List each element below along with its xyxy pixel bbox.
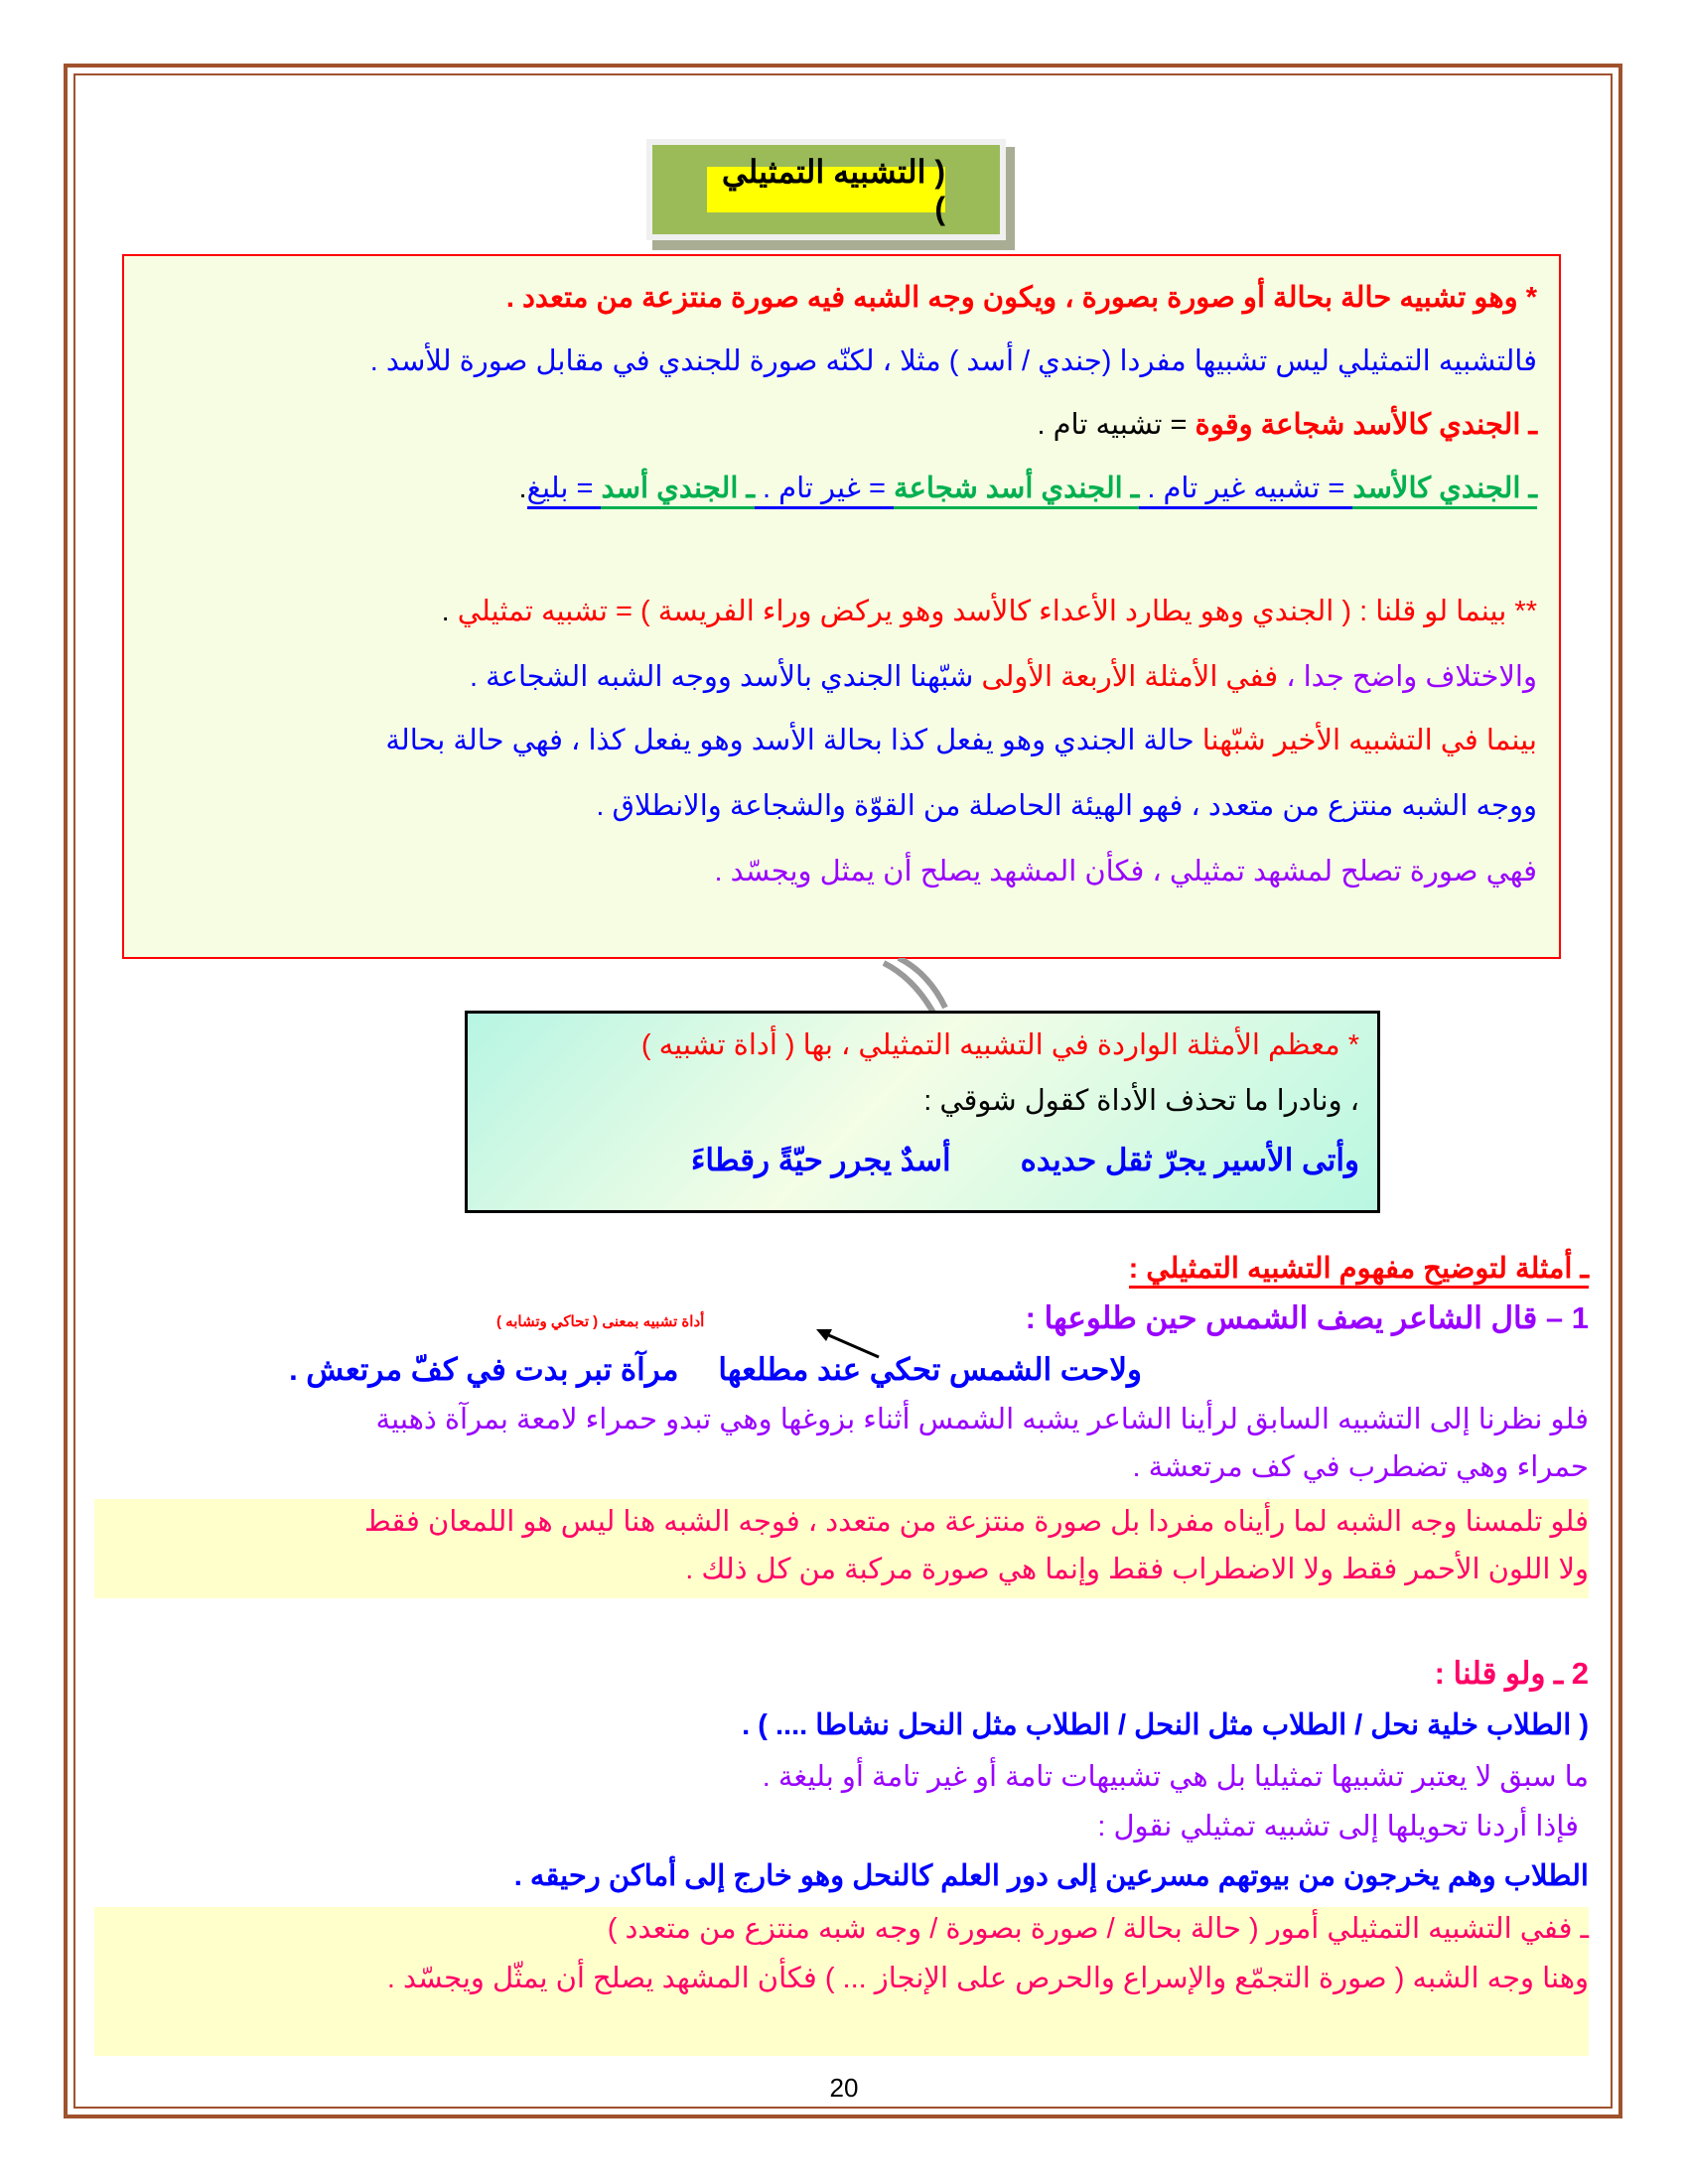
definition-line — [385, 723, 1537, 757]
definition-line — [442, 594, 1537, 628]
definition-line: فهي صورة تصلح لمشهد تمثيلي ، فكأن المشهد يصلح أن يمثل ويجسّد . — [714, 856, 1537, 887]
definition-line: فالتشبيه التمثيلي ليس تشبيها مفردا (جندي / أسد ) مثلا ، لكنّه صورة للجندي في مقابل صورة للأسد . — [369, 345, 1537, 377]
note-line: فلو تلمسنا وجه الشبه لما رأيناه مفردا بل صورة منتزعة من متعدد ، فوجه الشبه هنا ليس هو اللمعان فقط — [363, 1506, 1589, 1538]
text-segment: بينما في التشبيه الأخير شبّهنا — [1194, 725, 1537, 756]
example-segment: . — [518, 473, 527, 504]
explanation-line: فلو نظرنا إلى التشبيه السابق لرأينا الشاعر يشبه الشمس أثناء بزوغها وهي تبدو حمراء لامعة بمرآة ذهبية — [375, 1404, 1589, 1435]
definition-line — [470, 659, 1537, 694]
note-line: وهنا وجه الشبه ( صورة التجمّع والإسراع والحرص على الإنجاز ... ) فكأن المشهد يصلح أن يمثّل ويجسّد . — [386, 1963, 1589, 1994]
title-box — [646, 139, 1006, 240]
annotation-label: أداة تشبيه بمعنى ( تحاكي وتشابه ) — [496, 1313, 705, 1330]
watermark-stroke — [874, 958, 953, 1018]
example-text: ـ الجندي كالأسد شجاعة وقوة — [1195, 409, 1537, 441]
example-1-intro: 1 – قال الشاعر يصف الشمس حين طلوعها : — [1025, 1300, 1589, 1335]
explanation-line: ما سبق لا يعتبر تشبيها تمثيليا بل هي تشبيهات تامة أو غير تامة أو بليغة . — [762, 1761, 1589, 1793]
note-line: ـ ففي التشبيه التمثيلي أمور ( حالة بحالة / صورة بصورة / وجه شبه منتزع من متعدد ) — [607, 1913, 1589, 1945]
page-title: ( التشبيه التمثيلي ) — [707, 167, 945, 212]
definition-line — [519, 471, 1538, 505]
example-segment: ـ الجندي كالأسد — [1352, 473, 1537, 509]
text-segment: والاختلاف واضح جدا ، — [1278, 661, 1537, 693]
note-box — [465, 1011, 1380, 1213]
page-number: 20 — [829, 2073, 859, 2103]
example-result: = تشبيه تام . — [1037, 409, 1196, 441]
definition-line: * وهو تشبيه حالة بحالة أو صورة بصورة ، ويكون وجه الشبه فيه صورة منتزعة من متعدد . — [505, 282, 1537, 314]
verse — [691, 1143, 1359, 1178]
definition-line — [1037, 407, 1537, 442]
verse-second-half: مرآة تبر بدت في كفّ مرتعش . — [289, 1352, 679, 1387]
note-line: ، ونادرا ما تحذف الأداة كقول شوقي : — [923, 1085, 1359, 1117]
example-2-result: الطلاب وهم يخرجون من بيوتهم مسرعين إلى دور العلم كالنحل وهو خارج إلى أماكن رحيقه . — [513, 1860, 1589, 1892]
example-segment: = غير تام . — [755, 473, 894, 509]
note-line: * معظم الأمثلة الواردة في التشبيه التمثيلي ، بها ( أداة تشبيه ) — [640, 1029, 1359, 1061]
verse-first-half: ولاحت الشمس تحكي عند مطلعها — [718, 1352, 1142, 1387]
definition-box — [122, 254, 1561, 959]
examples-heading: ـ أمثلة لتوضيح مفهوم التشبيه التمثيلي : — [1129, 1251, 1589, 1289]
verse-second-half: أسدٌ يجرر حيّةً رقطاءَ — [690, 1143, 951, 1177]
example-segment: = تشبيه غير تام . — [1139, 473, 1352, 509]
example-2-intro: 2 ـ ولو قلنا : — [1434, 1656, 1589, 1691]
note-line: ولا اللون الأحمر فقط ولا الاضطراب فقط وإنما هي صورة مركبة من كل ذلك . — [685, 1554, 1589, 1585]
explanation-line: حمراء وهي تضطرب في كف مرتعشة . — [1132, 1451, 1589, 1483]
example-segment: ـ الجندي أسد — [601, 473, 754, 509]
example-text: ** بينما لو قلنا : ( الجندي وهو يطارد الأعداء كالأسد وهو يركض وراء الفريسة ) = تشبيه تمثيلي — [457, 596, 1537, 627]
period: . — [441, 596, 458, 627]
example-1-verse — [289, 1352, 1142, 1388]
example-2-list: ( الطلاب خلية نحل / الطلاب مثل النحل / الطلاب مثل النحل نشاطا .... ) . — [742, 1709, 1589, 1741]
definition-line: ووجه الشبه منتزع من متعدد ، فهو الهيئة الحاصلة من القوّة والشجاعة والانطلاق . — [596, 790, 1537, 822]
example-segment: ـ الجندي أسد شجاعة — [894, 473, 1139, 509]
text-segment: ففي الأمثلة الأربعة الأولى — [973, 661, 1279, 693]
text-segment: حالة الجندي وهو يفعل كذا بحالة الأسد وهو يفعل كذا ، فهي حالة بحالة — [385, 725, 1195, 756]
verse-first-half: وأتى الأسير يجرّ ثقل حديده — [1020, 1143, 1359, 1177]
text-segment: شبّهنا الجندي بالأسد ووجه الشبه الشجاعة . — [469, 661, 974, 693]
explanation-line: فإذا أردنا تحويلها إلى تشبيه تمثيلي نقول : — [1097, 1811, 1579, 1843]
example-segment: = بليغ — [527, 473, 602, 509]
